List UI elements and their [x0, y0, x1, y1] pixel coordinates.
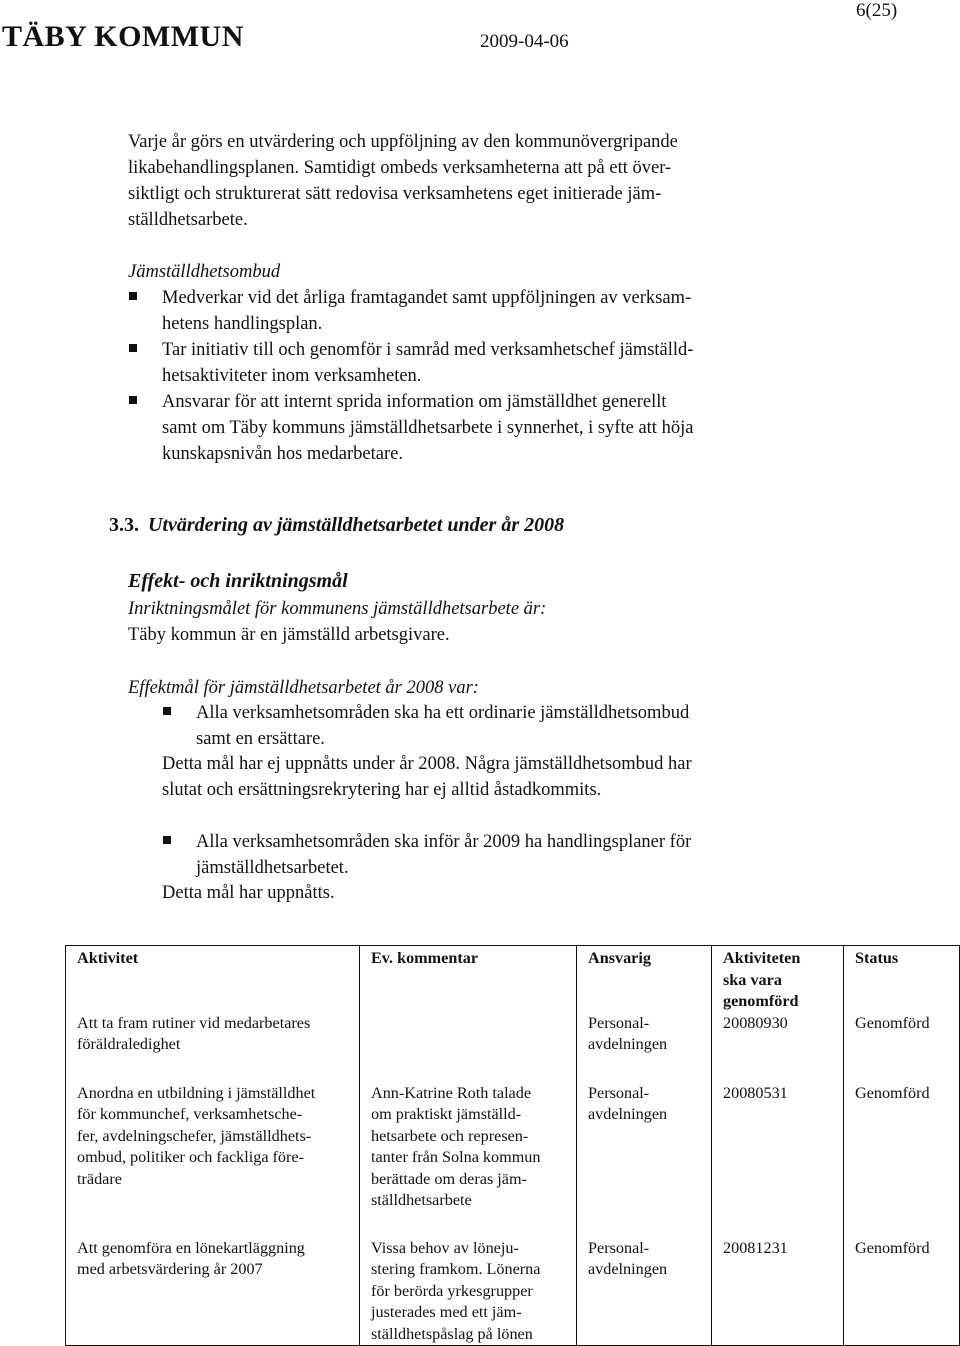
table-row [66, 1083, 960, 1238]
cell-status: Genomförd [855, 1083, 930, 1102]
cell-kommentar: Vissa behov av löneju- stering framkom. Lönerna för berörda yrkesgrupper justerades med ett jäm- ställdhetspåslag på lönen [371, 1238, 541, 1343]
cell-status: Genomförd [855, 1013, 930, 1032]
cell-ansvarig: Personal- avdelningen [588, 1013, 668, 1053]
intro-line: ställdhetsarbete. [128, 210, 248, 230]
cell-status: Genomförd [855, 1238, 930, 1257]
goal-item-line: samt en ersättare. [196, 729, 325, 749]
intro-line: likabehandlingsplanen. Samtidigt ombeds verksamheterna att på ett över- [128, 158, 672, 178]
cell-datum: 20080531 [723, 1083, 788, 1102]
table-row [66, 1013, 960, 1083]
cell-kommentar: Ann-Katrine Roth talade om praktiskt jämställd- hetsarbete och represen- tanter från Solna kommun berättade om deras jäm- ställdhetsarbete [371, 1083, 541, 1209]
bullet-square-icon [129, 344, 137, 352]
table-row [66, 1238, 960, 1346]
activity-table [65, 945, 960, 1346]
intro-line: Varje år görs en utvärdering och uppföljning av den kommunövergripande [128, 132, 678, 152]
ombud-bullet-line: samt om Täby kommuns jämställdhetsarbete i synnerhet, i syfte att höja [162, 418, 694, 438]
column-header: Aktiviteten ska vara genomförd [712, 946, 844, 1013]
section-title: Utvärdering av jämställdhetsarbetet under år 2008 [148, 514, 565, 536]
goal-result-line: Detta mål har uppnåtts. [162, 883, 335, 903]
column-header: Ev. kommentar [360, 946, 577, 1013]
inriktning-label: Inriktningsmålet för kommunens jämställdhetsarbete är: [128, 599, 547, 619]
goal-result-line: Detta mål har ej uppnåtts under år 2008. Några jämställdhetsombud har [162, 754, 692, 774]
goal-result-line: slutat och ersättningsrekrytering har ej alltid åstadkommits. [162, 780, 602, 800]
ombud-heading: Jämställdhetsombud [128, 262, 281, 282]
organization-name: TÄBY KOMMUN [2, 20, 244, 53]
goal-item-line: Alla verksamhetsområden ska inför år 2009 ha handlingsplaner för [196, 832, 692, 852]
section-number: 3.3. [109, 514, 139, 536]
bullet-square-icon [163, 707, 171, 715]
cell-aktivitet: Att genomföra en lönekartläggning med arbetsvärdering år 2007 [77, 1238, 305, 1278]
page-number: 6(25) [856, 0, 898, 21]
document-date: 2009-04-06 [480, 31, 569, 52]
cell-datum: 20080930 [723, 1013, 788, 1032]
ombud-bullet-line: Ansvarar för att internt sprida information om jämställdhet generellt [162, 392, 667, 412]
effekt-label: Effektmål för jämställdhetsarbetet år 2008 var: [128, 678, 479, 698]
goals-heading: Effekt- och inriktningsmål [128, 570, 348, 592]
section-heading [109, 514, 564, 537]
ombud-bullet-line: Tar initiativ till och genomför i samråd med verksamhetschef jämställd- [162, 340, 694, 360]
cell-aktivitet: Anordna en utbildning i jämställdhet för kommunchef, verksamhetsche- fer, avdelningschefer, jämställdhets- ombud, politiker och fackliga före- trädare [77, 1083, 316, 1188]
cell-ansvarig: Personal- avdelningen [588, 1083, 668, 1123]
column-header: Aktivitet [66, 946, 360, 1013]
cell-datum: 20081231 [723, 1238, 788, 1257]
ombud-bullet-line: Medverkar vid det årliga framtagandet samt uppföljningen av verksam- [162, 288, 692, 308]
bullet-square-icon [129, 292, 137, 300]
intro-line: siktligt och strukturerat sätt redovisa verksamhetens eget initierade jäm- [128, 184, 662, 204]
table-header-row [66, 946, 960, 1013]
ombud-bullet-line: hetsaktiviteter inom verksamheten. [162, 366, 422, 386]
goal-item-line: jämställdhetsarbetet. [196, 858, 349, 878]
ombud-bullet-line: hetens handlingsplan. [162, 314, 323, 334]
ombud-bullet-line: kunskapsnivån hos medarbetare. [162, 444, 403, 464]
column-header: Status [844, 946, 960, 1013]
column-header: Ansvarig [577, 946, 712, 1013]
cell-ansvarig: Personal- avdelningen [588, 1238, 668, 1278]
cell-aktivitet: Att ta fram rutiner vid medarbetares föräldraledighet [77, 1013, 311, 1053]
inriktning-text: Täby kommun är en jämställd arbetsgivare. [128, 625, 450, 645]
bullet-square-icon [129, 396, 137, 404]
goal-item-line: Alla verksamhetsområden ska ha ett ordinarie jämställdhetsombud [196, 703, 690, 723]
bullet-square-icon [163, 836, 171, 844]
